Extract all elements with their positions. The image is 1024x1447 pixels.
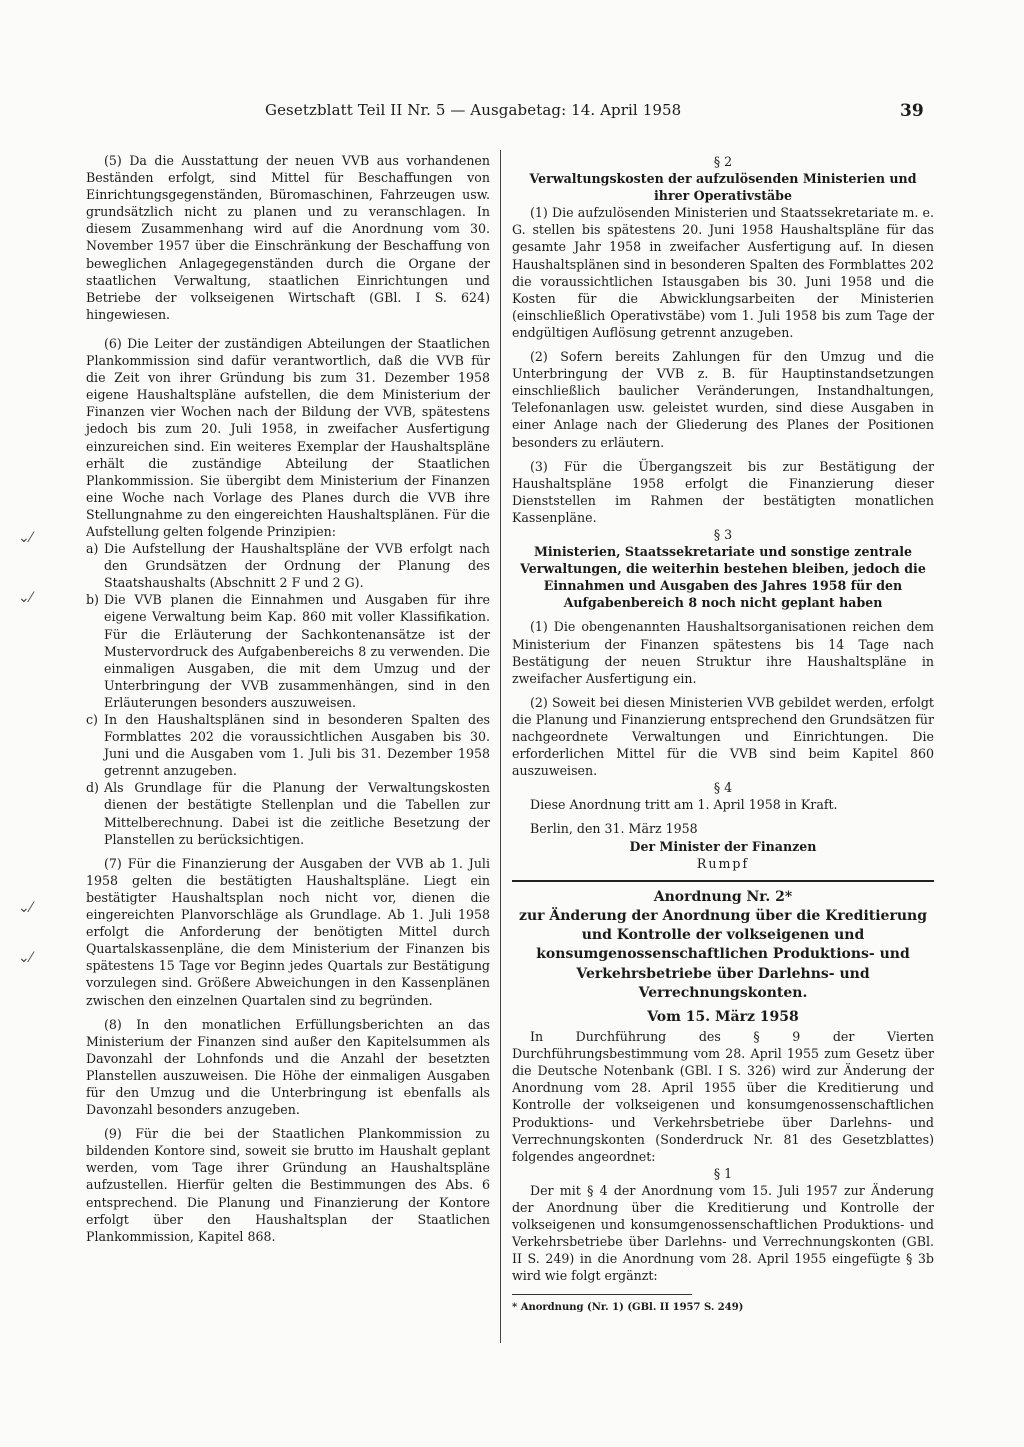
section-3-paragraph-2: (2) Soweit bei diesen Ministerien VVB gebildet werden, erfolgt die Planung und Finanzierung entsprechend den Grundsätzen für nachgeordnete Verwaltungen und Einrichtungen. Die erforderlichen Mittel für die VVB sind beim Kapitel 860 auszuweisen. bbox=[512, 694, 934, 779]
footnote-rule bbox=[512, 1294, 692, 1295]
section-2-paragraph-2: (2) Sofern bereits Zahlungen für den Umzug und die Unterbringung der VVB z. B. für Hauptinstandsetzungen einschließlich baulicher Veränderungen, Instandhaltungen, Telefonanlagen usw. geleistet wurden, sind diese Ausgaben in einer Anlage nach der Gliederung des Planes der Positionen besonders zu erläutern. bbox=[512, 349, 934, 450]
section-2-number: § 2 bbox=[713, 154, 733, 169]
anordnung-subtitle: zur Änderung der Anordnung über die Kreditierung und Kontrolle der volkseigenen und konsumgenossenschaftlichen Produktions- und Verkehrsbetriebe über Darlehns- und Verrechnungskonten. bbox=[519, 907, 927, 1001]
place-date: Berlin, den 31. März 1958 bbox=[530, 821, 698, 837]
paragraph-7: (7) Für die Finanzierung der Ausgaben der VVB ab 1. Juli 1958 gelten die bestätigten Haushaltspläne. Liegt ein bestätigter Haushaltsplan noch nicht vor, dienen die eingereichten Planvorschläge als Grundlage. Ab 1. Juli 1958 erfolgt die Anforderung der benötigten Mittel durch Quartalskassenpläne, die dem Ministerium der Finanzen bis spätestens 15 Tage vor Beginn jedes Quartals zur Bestätigung vorzulegen sind. Größere Abweichungen in den Kassenplänen zwischen den einzelnen Quartalen sind zu begründen. bbox=[86, 855, 490, 1008]
list-item-b bbox=[86, 591, 490, 711]
list-marker: b) bbox=[86, 592, 99, 608]
section-2-title: Verwaltungskosten der aufzulösenden Ministerien und ihrer Operativstäbe bbox=[529, 171, 917, 204]
section-3-paragraph-1: (1) Die obengenannten Haushaltsorganisationen reichen dem Ministerium der Finanzen spätestens bis 14 Tage nach Bestätigung der neuen Struktur ihre Haushaltspläne in zweifacher Ausfertigung ein. bbox=[512, 619, 934, 686]
paragraph-5: (5) Da die Ausstattung der neuen VVB aus vorhandenen Beständen erfolgt, sind Mittel für Beschaffungen von Einrichtungsgegenständen, Büromaschinen, Fahrzeugen usw. grundsätzlich nicht zu planen und zu veranschlagen. In diesem Zusammenhang wird auf die Anordnung vom 30. November 1957 über die Einschränkung der Beschaffung von beweglichen Anlagegegenständen durch die Organe der staatlichen Verwaltung, staatlichen Einrichtungen und Betriebe der volkseigenen Wirtschaft (GBl. I S. 624) hingewiesen. bbox=[86, 153, 490, 322]
anordnung-date: Vom 15. März 1958 bbox=[647, 1008, 799, 1025]
list-item-text: Die Aufstellung der Haushaltspläne der VVB erfolgt nach den Grundsätzen der Ordnung der Planung des Staatshaushalts (Abschnitt 2 F und 2 G). bbox=[104, 541, 490, 591]
margin-mark: ⌄⁄ bbox=[18, 900, 33, 916]
running-header: Gesetzblatt Teil II Nr. 5 — Ausgabetag: 14. April 1958 bbox=[265, 101, 682, 119]
signature-title: Der Minister der Finanzen bbox=[629, 838, 817, 854]
list-marker: c) bbox=[86, 712, 98, 727]
list-item-d bbox=[86, 779, 490, 847]
anordnung-intro: In Durchführung des § 9 der Vierten Durchführungsbestimmung vom 28. April 1955 zum Gesetz über die Deutsche Notenbank (GBl. I S. 326) wird zur Änderung der Anordnung vom 28. April 1955 über die Kreditierung und Kontrolle der volkseigenen und konsumgenossenschaftlichen Produktions- und Verkehrsbetriebe über Darlehns- und Verrechnungskonten (Sonderdruck Nr. 81 des Gesetzblattes) folgendes angeordnet: bbox=[512, 1029, 934, 1164]
section-1-text: Der mit § 4 der Anordnung vom 15. Juli 1957 zur Änderung der Anordnung über die Kreditierung und Kontrolle der volkseigenen und konsumgenossenschaftlichen Produktions- und Verkehrsbetriebe über Darlehns- und Verrechnungskonten (GBl. II S. 249) in die Anordnung vom 28. April 1955 eingefügte § 3b wird wie folgt ergänzt: bbox=[512, 1182, 934, 1284]
section-4-text: Diese Anordnung tritt am 1. April 1958 in Kraft. bbox=[530, 797, 838, 813]
section-1-number: § 1 bbox=[713, 1165, 733, 1181]
paragraph-6: (6) Die Leiter der zuständigen Abteilungen der Staatlichen Plankommission sind dafür verantwortlich, daß die VVB für die Zeit von ihrer Gründung bis zum 31. Dezember 1958 eigene Haushaltspläne aufstellen, die dem Ministerium der Finanzen vier Wochen nach der Bildung der VVB, spätestens jedoch bis zum 20. Juli 1958, in zweifacher Ausfertigung einzureichen sind. Ein weiteres Exemplar der Haushaltspläne erhält die zuständige Abteilung der Staatlichen Plankommission. Sie übergibt dem Ministerium der Finanzen eine Woche nach Vorlage des Planes durch die VVB ihre Stellungnahme zu den eingereichten Haushaltsplänen. Für die Aufstellung gelten folgende Prinzipien: bbox=[86, 335, 490, 539]
footnote: * Anordnung (Nr. 1) (GBl. II 1957 S. 249) bbox=[512, 1302, 744, 1314]
section-3-number: § 3 bbox=[713, 526, 733, 542]
list-item-text: Als Grundlage für die Planung der Verwaltungskosten dienen der bestätigte Stellenplan und die Tabellen zur Mittelberechnung. Dabei ist die zeitliche Besetzung der Planstellen zu berücksichtigen. bbox=[104, 780, 490, 847]
margin-mark: ⌄⁄ bbox=[18, 950, 33, 966]
left-column bbox=[86, 152, 490, 1245]
section-2-paragraph-1: (1) Die aufzulösenden Ministerien und Staatssekretariate m. e. G. stellen bis spätestens 20. Juni 1958 Haushaltspläne für das gesamte Jahr 1958 in zweifacher Ausfertigung auf. In diesen Haushaltsplänen sind in besonderen Spalten des Formblattes 202 die voraussichtlichen Istausgaben bis 30. Juni 1958 und die Kosten für die Abwicklungsarbeiten der Ministerien (einschließlich Operativstäbe) vom 1. Juli 1958 bis zum Tage der endgültigen Auflösung getrennt anzugeben. bbox=[512, 205, 934, 340]
section-2-paragraph-3: (3) Für die Übergangszeit bis zur Bestätigung der Haushaltspläne 1958 erfolgt die Finanzierung dieser Dienststellen im Rahmen der bestätigten monatlichen Kassenpläne. bbox=[512, 458, 934, 525]
section-rule bbox=[512, 880, 934, 882]
section-3-title: Ministerien, Staatssekretariate und sonstige zentrale Verwaltungen, die weiterhin bestehen bleiben, jedoch die Einnahmen und Ausgaben des Jahres 1958 für den Aufgabenbereich 8 noch nicht geplant haben bbox=[520, 544, 926, 611]
list-item-text: In den Haushaltsplänen sind in besonderen Spalten des Formblattes 202 die voraussichtlichen Ausgaben bis 30. Juni und die Ausgaben vom 1. Juli bis 31. Dezember 1958 getrennt anzugeben. bbox=[104, 712, 490, 779]
list-item-a bbox=[86, 540, 490, 591]
paragraph-9: (9) Für die bei der Staatlichen Plankommission zu bildenden Kontore sind, soweit sie brutto im Haushalt geplant werden, vom Tage ihrer Gründung an Haushaltspläne aufzustellen. Hierfür gelten die Bestimmungen des Abs. 6 entsprechend. Die Planung und Finanzierung der Kontore erfolgt über den Haushaltsplan der Staatlichen Plankommission, Kapitel 868. bbox=[86, 1126, 490, 1244]
page-number: 39 bbox=[900, 101, 924, 121]
list-item-c bbox=[86, 711, 490, 779]
anordnung-title: Anordnung Nr. 2* bbox=[653, 888, 793, 905]
list-marker: d) bbox=[86, 780, 99, 796]
margin-mark: ⌄⁄ bbox=[18, 530, 33, 546]
list-item-text: Die VVB planen die Einnahmen und Ausgaben für ihre eigene Verwaltung beim Kap. 860 mit voller Klassifikation. Für die Erläuterung der Sachkontenansätze ist der Mustervordruck des Aufgabenbereichs 8 zu verwenden. Die einmaligen Ausgaben, die mit dem Umzug und der Unterbringung der VVB zusammenhängen, sind in den Erläuterungen besonders auszuweisen. bbox=[104, 592, 490, 710]
paragraph-8: (8) In den monatlichen Erfüllungsberichten an das Ministerium der Finanzen sind außer den Kapitelsummen als Davonzahl der Lohnfonds und die Anzahl der besetzten Planstellen auszuweisen. Die Höhe der einmaligen Ausgaben für den Umzug und die Unterbringung ist ebenfalls als Davonzahl besonders anzugeben. bbox=[86, 1016, 490, 1118]
signature-name: Rumpf bbox=[696, 855, 750, 871]
section-4-number: § 4 bbox=[713, 780, 733, 796]
margin-mark: ⌄⁄ bbox=[18, 590, 33, 606]
right-column bbox=[512, 153, 934, 1317]
column-divider bbox=[500, 150, 501, 1343]
list-marker: a) bbox=[86, 541, 99, 557]
